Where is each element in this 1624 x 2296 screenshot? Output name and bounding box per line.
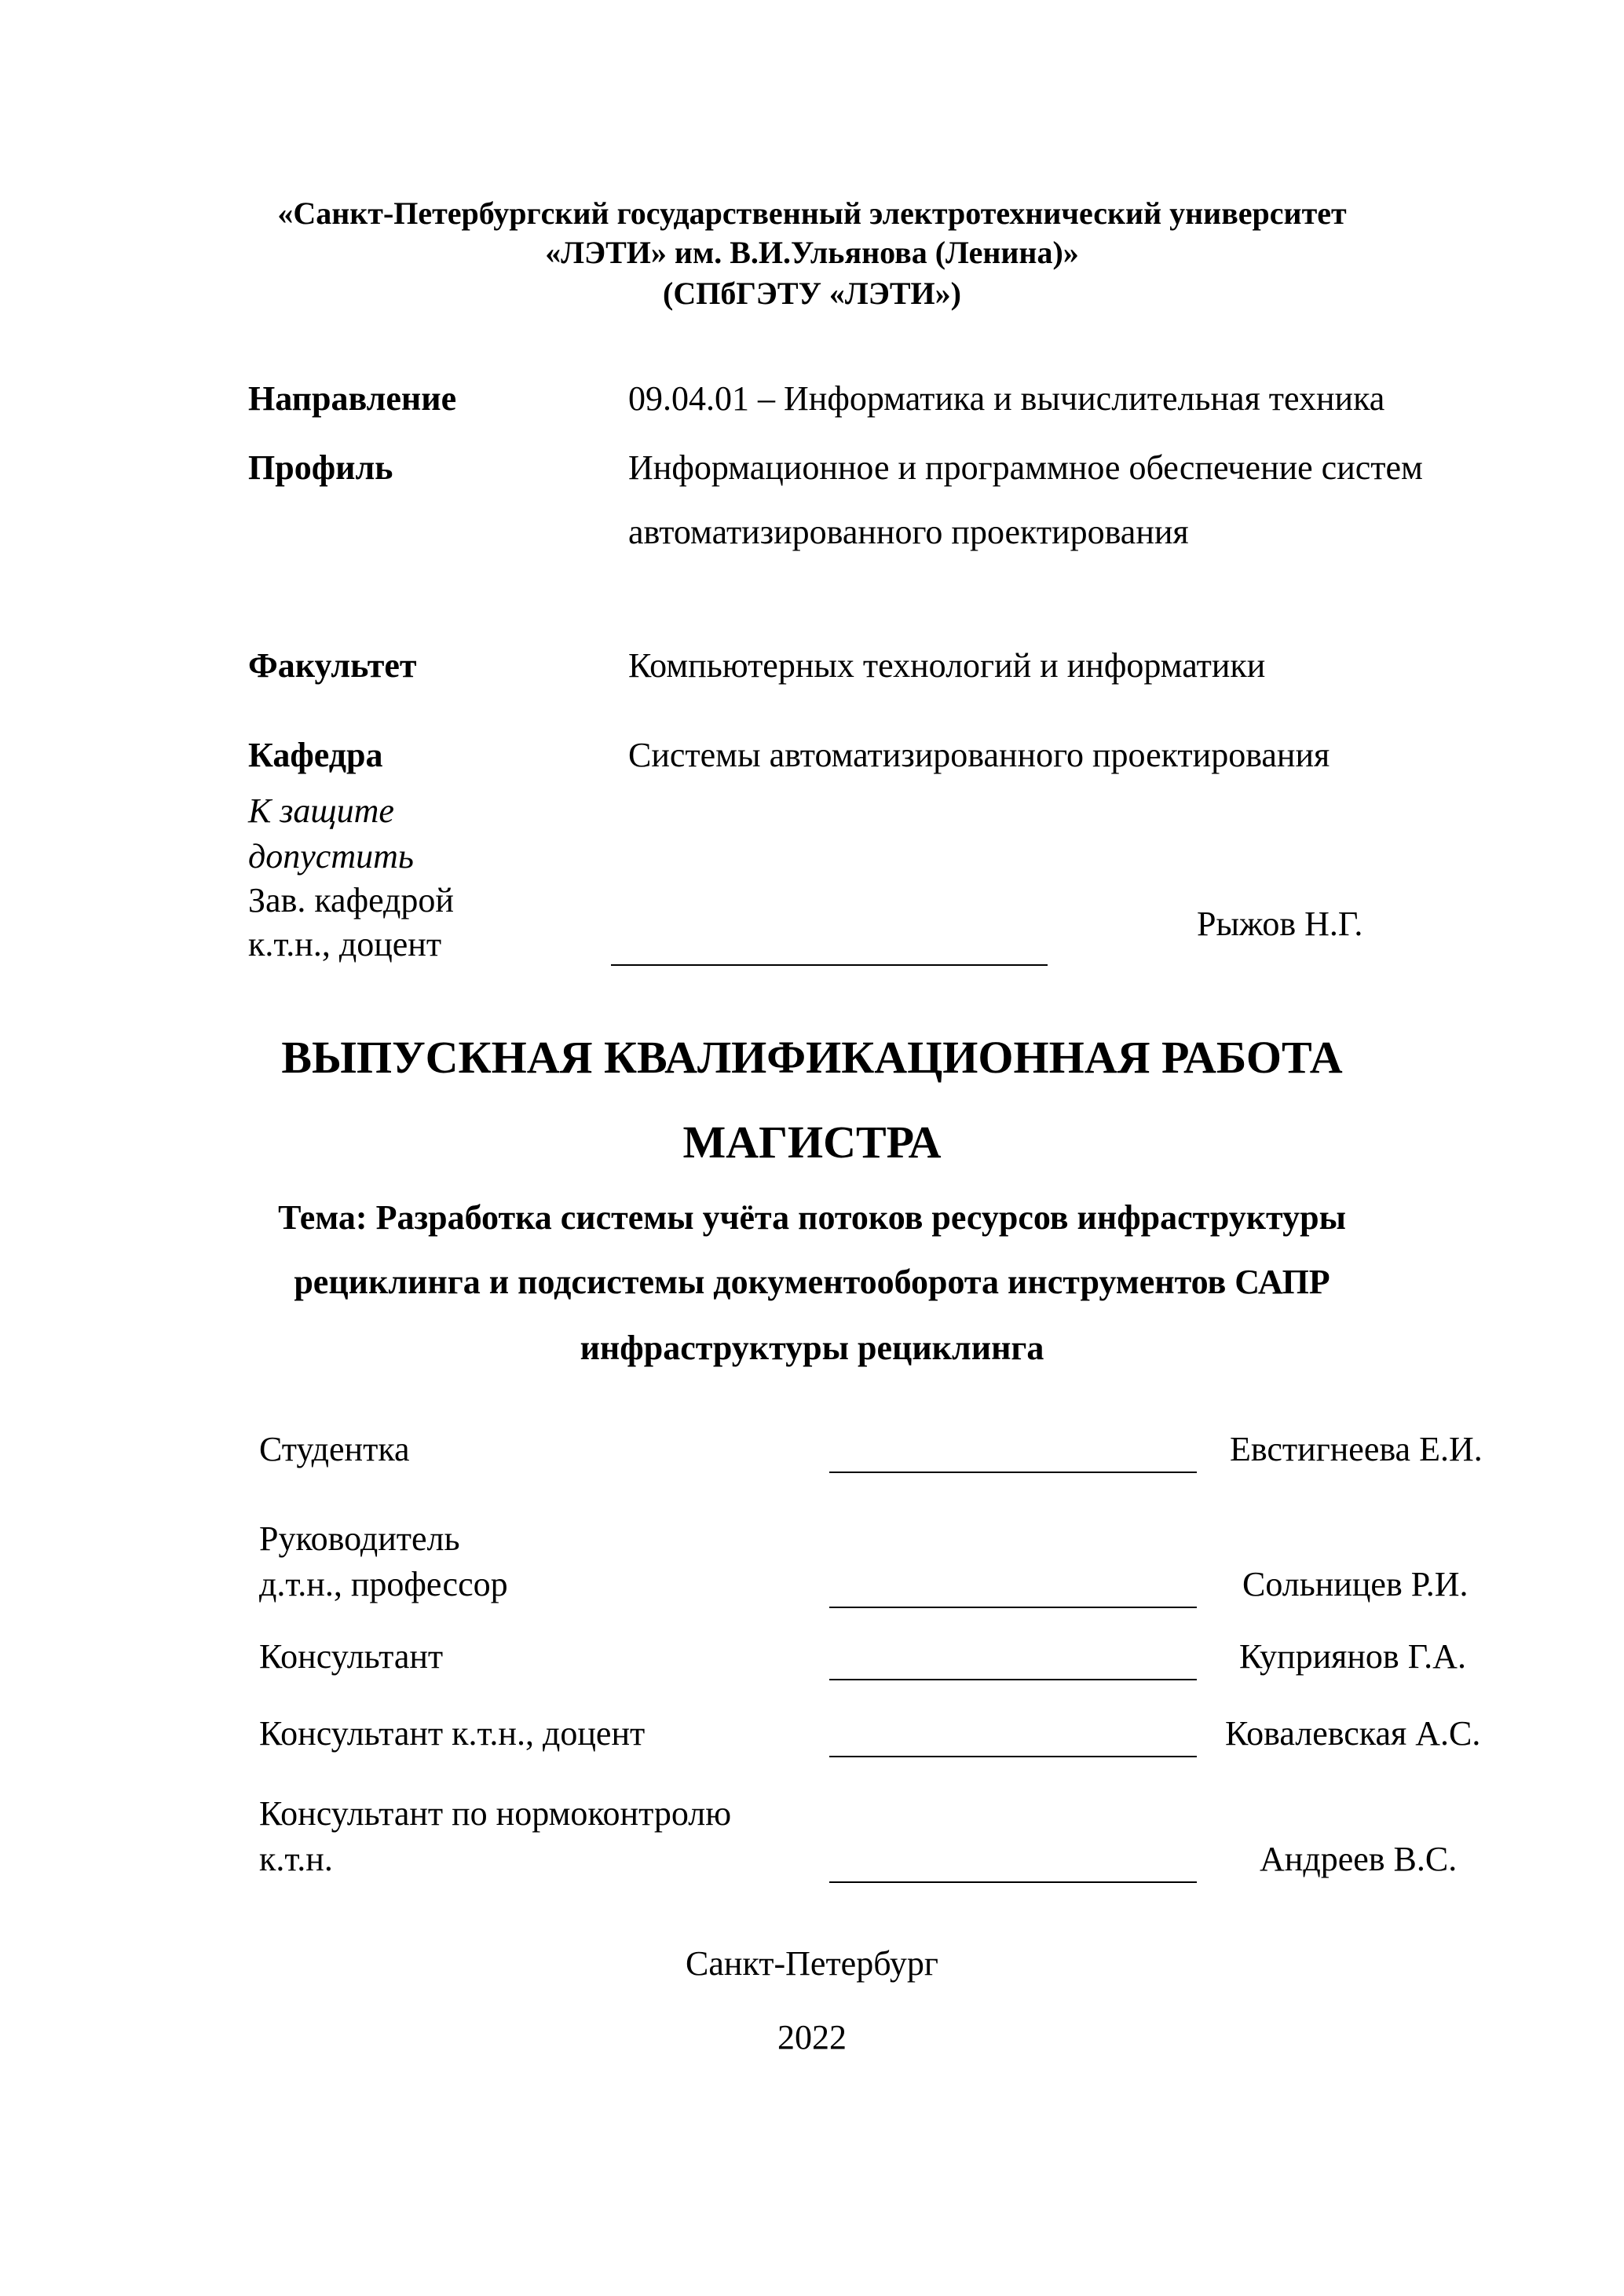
faculty-value: Компьютерных технологий и информатики [628,646,1266,685]
signature-line-student [829,1472,1197,1473]
head-signature-line [611,964,1048,966]
signature-line-normcontrol [829,1881,1197,1883]
department-value: Системы автоматизированного проектирования [628,736,1330,774]
profile-label: Профиль [248,448,393,487]
signature-label-normcontrol-degree: к.т.н. [259,1840,333,1878]
footer-year: 2022 [777,2018,847,2057]
topic-line2: рециклинга и подсистемы документооборота инструментов САПР [294,1263,1330,1301]
footer-city: Санкт-Петербург [686,1944,938,1983]
work-title-line1: ВЫПУСКНАЯ КВАЛИФИКАЦИОННАЯ РАБОТА [281,1032,1343,1083]
signature-label-normcontrol: Консультант по нормоконтролю [259,1794,732,1833]
direction-value: 09.04.01 – Информатика и вычислительная техника [628,379,1385,418]
profile-value-line1: Информационное и программное обеспечение систем [628,448,1423,487]
direction-label: Направление [248,379,457,418]
signature-name-consultant-2: Ковалевская А.С. [1225,1714,1481,1753]
university-abbreviation: (СПбГЭТУ «ЛЭТИ») [663,276,961,311]
head-name: Рыжов Н.Г. [1197,905,1363,943]
signature-line-supervisor [829,1607,1197,1608]
head-title: Зав. кафедрой [248,881,454,919]
signature-name-consultant: Куприянов Г.А. [1239,1637,1466,1676]
approval-line1: К защите [248,792,394,830]
signature-label-consultant: Консультант [259,1637,444,1676]
topic-line1: Тема: Разработка системы учёта потоков ресурсов инфраструктуры [278,1198,1346,1237]
signature-label-supervisor: Руководитель [259,1519,460,1558]
profile-value-line2: автоматизированного проектирования [628,513,1189,551]
topic-line3: инфраструктуры рециклинга [580,1329,1044,1367]
approval-line2: допустить [248,837,414,876]
signature-label-consultant-2: Консультант к.т.н., доцент [259,1714,646,1753]
signature-name-normcontrol: Андреев В.С. [1260,1840,1458,1878]
signature-label-supervisor-degree: д.т.н., профессор [259,1565,508,1603]
university-name-line1: «Санкт-Петербургский государственный электротехнический университет [277,196,1347,231]
signature-name-supervisor: Сольницев Р.И. [1242,1565,1469,1603]
head-degree: к.т.н., доцент [248,925,442,963]
signature-line-consultant [829,1679,1197,1680]
signature-line-consultant-2 [829,1756,1197,1757]
work-title-line2: МАГИСТРА [682,1117,942,1168]
signature-name-student: Евстигнеева Е.И. [1230,1430,1483,1468]
signature-label-student: Студентка [259,1430,410,1468]
university-name-line2: «ЛЭТИ» им. В.И.Ульянова (Ленина)» [545,235,1079,270]
department-label: Кафедра [248,736,383,774]
faculty-label: Факультет [248,646,417,685]
